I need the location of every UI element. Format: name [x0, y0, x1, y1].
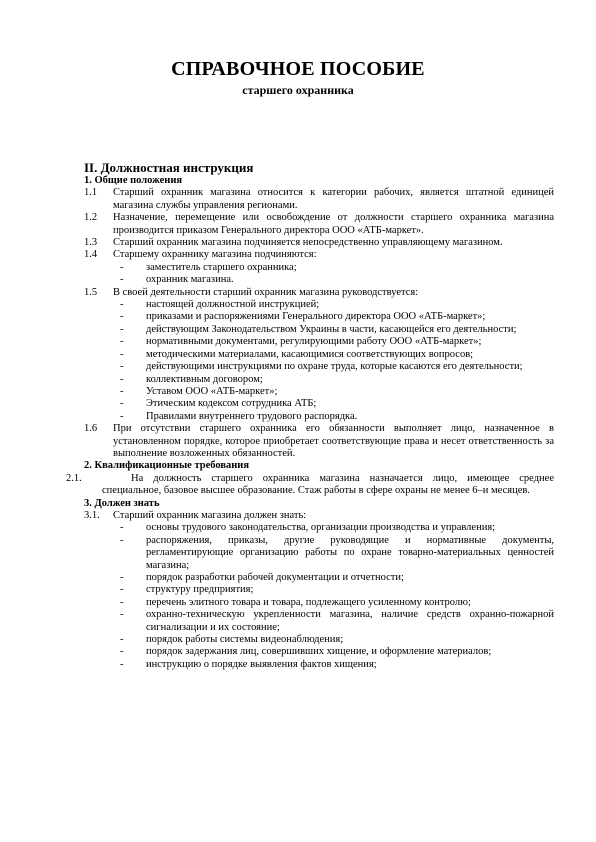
- page-title: СПРАВОЧНОЕ ПОСОБИЕ: [171, 58, 425, 80]
- list-item: - перечень элитного товара и товара, подлежащего усиленному контролю;: [120, 596, 471, 608]
- list-item: - основы трудового законодательства, организации производства и управления;: [120, 522, 496, 534]
- paragraph-text: Старшему охраннику магазина подчиняются:: [113, 249, 317, 261]
- list-item: - настоящей должностной инструкцией;: [120, 299, 320, 311]
- list-item: - приказами и распоряжениями Генерального директора ООО «АТБ-маркет»;: [120, 311, 486, 323]
- document-body: [66, 160, 554, 671]
- list-item: - порядок задержания лиц, совершивших хищение, и оформление материалов;: [120, 646, 492, 658]
- paragraph-text: При отсутствии старшего охранника его обязанности выполняет лицо, назначенное в установленном порядке, которое приобретает соответствующие права и несет ответственность за выполнение возложенных обязанностей.: [113, 423, 554, 459]
- list-item: - Правилами внутреннего трудового распорядка.: [120, 410, 358, 422]
- list-item: - действующими инструкциями по охране труда, которые касаются его деятельности;: [120, 361, 523, 373]
- paragraph-number: 3.1.: [84, 509, 100, 521]
- paragraph-1-5: [84, 287, 554, 299]
- paragraph-1-3: [84, 237, 554, 249]
- section-title: II. Должностная инструкция: [84, 160, 254, 175]
- list-item: - Уставом ООО «АТБ-маркет»;: [120, 385, 278, 397]
- paragraph-number: 1.5: [84, 286, 98, 298]
- paragraph-text: В своей деятельности старший охранник магазина руководствуется:: [113, 286, 419, 298]
- list-item: - действующим Законодательством Украины в части, касающейся его деятельности;: [120, 323, 517, 335]
- paragraph-text: Старший охранник магазина относится к категории рабочих, является штатной единицей магазина службы управления регионами.: [113, 187, 554, 211]
- page-subtitle: старшего охранника: [242, 83, 354, 97]
- paragraph-text: Старший охранник магазина подчиняется непосредственно управляющему магазином.: [113, 237, 503, 249]
- paragraph-1-2: [84, 212, 554, 237]
- list-item: - охранник магазина.: [120, 274, 234, 286]
- list-item: - охранно-техническую укрепленности магазина, наличие средств охранно-пожарной сигнализации и их состояние;: [120, 609, 554, 633]
- paragraph-number: 1.6: [84, 423, 98, 435]
- paragraph-number: 1.3: [84, 237, 98, 249]
- subsection-heading-general: 1. Общие положения: [84, 175, 183, 186]
- list-item: - заместитель старшего охранника;: [120, 261, 297, 273]
- list-item: - порядок разработки рабочей документации и отчетности;: [120, 572, 404, 583]
- paragraph-number: 1.2: [84, 212, 98, 224]
- list-item: - методическими материалами, касающимися соответствующих вопросов;: [120, 348, 474, 360]
- list-item: - нормативными документами, регулирующими работу ООО «АТБ-маркет»;: [120, 336, 482, 348]
- list-item: - коллективным договором;: [120, 373, 263, 385]
- paragraph-2-1: [66, 472, 554, 498]
- list-item: - порядок работы системы видеонаблюдения;: [120, 634, 344, 646]
- paragraph-number: 1.4: [84, 249, 98, 261]
- paragraph-number: 2.1.: [66, 472, 82, 484]
- paragraph-text: Назначение, перемещение или освобождение от должности старшего охранника магазина производится приказом Генерального директора ООО «АТБ-маркет».: [113, 212, 554, 236]
- subsection-heading-qualification: 2. Квалификационные требования: [84, 460, 250, 472]
- list-item: - инструкцию о порядке выявления фактов хищения;: [120, 658, 377, 670]
- paragraph-text: На должность старшего охранника магазина назначается лицо, имеющее среднее специальное, базовое высшее образование. Стаж работы в сфере охраны не менее 6–и месяцев.: [102, 472, 554, 497]
- list-item: - структуру предприятия;: [120, 584, 254, 596]
- subsection-heading-must-know: 3. Должен знать: [84, 497, 160, 509]
- paragraph-text: Старший охранник магазина должен знать:: [113, 509, 307, 521]
- paragraph-1-6: [84, 423, 554, 460]
- list-item: - Этическим кодексом сотрудника АТБ;: [120, 398, 317, 410]
- list-item: - распоряжения, приказы, другие руководящие и нормативные документы, регламентирующие организацию работы по охране товарно-материальных ценностей магазина;: [120, 534, 554, 571]
- paragraph-1-1: [84, 187, 554, 212]
- paragraph-1-4: [84, 249, 554, 261]
- paragraph-3-1: [84, 510, 554, 522]
- paragraph-number: 1.1: [84, 187, 98, 199]
